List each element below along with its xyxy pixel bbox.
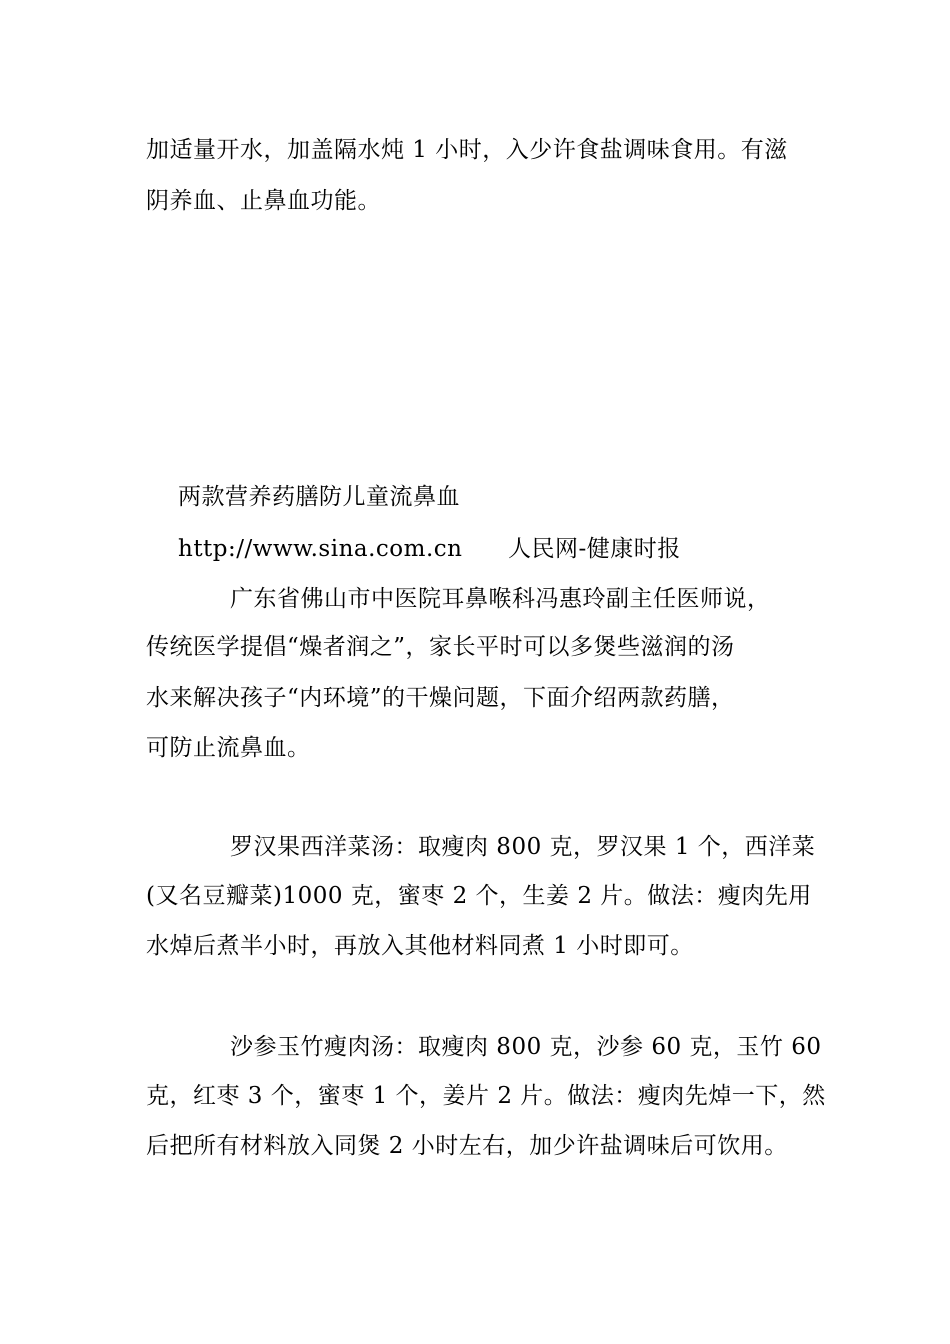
recipe-line: 沙参玉竹瘦肉汤：取瘦肉 800 克，沙参 60 克，玉竹 60 [230,1034,822,1060]
recipe-line: 后把所有材料放入同煲 2 小时左右，加少许盐调味后可饮用。 [146,1133,788,1159]
paragraph-line: 阴养血、止鼻血功能。 [146,188,381,214]
intro-line: 水来解决孩子“内环境”的干燥问题，下面介绍两款药膳， [146,685,735,711]
intro-line: 传统医学提倡“燥者润之”，家长平时可以多煲些滋润的汤 [146,634,735,660]
intro-line: 可防止流鼻血。 [146,735,311,761]
article-title: 两款营养药膳防儿童流鼻血 [178,484,460,510]
intro-line: 广东省佛山市中医院耳鼻喉科冯惠玲副主任医师说， [230,586,771,612]
source-name: 人民网-健康时报 [508,536,681,562]
recipe-line: 水焯后煮半小时，再放入其他材料同煮 1 小时即可。 [146,933,694,959]
recipe-line: 罗汉果西洋菜汤：取瘦肉 800 克，罗汉果 1 个，西洋菜 [230,834,816,860]
recipe-line: 克，红枣 3 个，蜜枣 1 个，姜片 2 片。做法：瘦肉先焯一下，然 [146,1083,826,1109]
source-url: http://www.sina.com.cn [178,536,463,562]
paragraph-line: 加适量开水，加盖隔水炖 1 小时，入少许食盐调味食用。有滋 [146,137,788,163]
recipe-line: (又名豆瓣菜)1000 克，蜜枣 2 个，生姜 2 片。做法：瘦肉先用 [146,883,812,909]
